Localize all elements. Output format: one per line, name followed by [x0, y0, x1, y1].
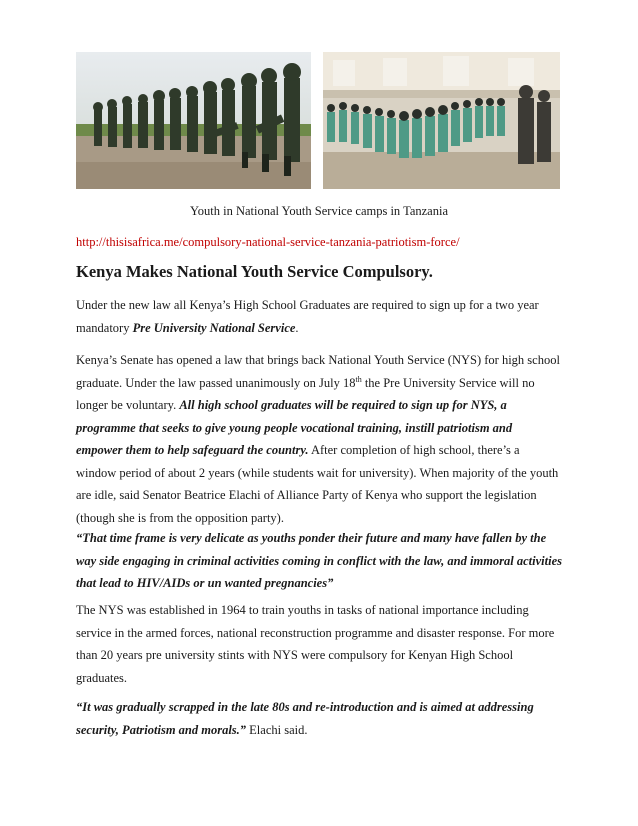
quote1-line-3: that lead to HIV/AIDs or un wanted pregnancies”	[76, 576, 334, 590]
senate-line-6: window period of about 2 years (while students wait for university). When majority of the youth	[76, 465, 559, 480]
quote2-line-1: “It was gradually scrapped in the late 80s and re-introduction and is aimed at addressing	[76, 700, 534, 714]
senate-line-8: (though she is from the opposition party).	[76, 510, 284, 525]
source-link[interactable]: http://thisisafrica.me/compulsory-national-service-tanzania-patriotism-force/	[76, 235, 460, 249]
senate-line-3	[76, 394, 566, 417]
history-line-2: service in the armed forces, national reconstruction programme and disaster response. For more	[76, 625, 555, 640]
senate-line-3-prefix: longer be voluntary.	[76, 398, 180, 412]
senate-line-1: Kenya’s Senate has opened a law that brings back National Youth Service (NYS) for high school	[76, 353, 560, 367]
intro-line-2	[76, 317, 566, 340]
article-headline: Kenya Makes National Youth Service Compulsory.	[76, 262, 433, 281]
intro-emphasis: Pre University National Service	[132, 320, 296, 335]
intro-line-1: Under the new law all Kenya’s High School Graduates are required to sign up for a two year	[76, 298, 539, 312]
history-line-1: The NYS was established in 1964 to train youths in tasks of national importance including	[76, 603, 529, 617]
youth-assembly-hall-photo	[323, 52, 560, 189]
intro-paragraph	[76, 294, 566, 339]
quote2-line-2	[76, 719, 566, 742]
photo-caption: Youth in National Youth Service camps in Tanzania	[189, 204, 448, 218]
senate-line-3-emphasis: All high school graduates will be required to sign up for NYS, a	[179, 398, 507, 412]
senate-line-2-prefix: graduate. Under the law passed unanimously on July 18	[76, 375, 356, 390]
quote2-attribution: Elachi said.	[246, 722, 308, 737]
history-line-3: than 20 years pre university stints with NYS were compulsory for Kenyan High School	[76, 648, 514, 662]
quote1-line-2: way side engaging in criminal activities coming in conflict with the law, and immoral activities	[76, 553, 563, 568]
senate-line-2-suffix: the Pre University Service will no	[361, 375, 535, 390]
senate-line-2	[76, 372, 566, 395]
ordinal-superscript: th	[355, 374, 362, 384]
intro-line-2-suffix: .	[295, 320, 299, 335]
elachi-quote-2	[76, 696, 566, 741]
senate-line-5-emphasis: empower them to help safeguard the country.	[76, 443, 309, 457]
senate-line-4-emphasis: programme that seeks to give young people vocational training, instill patriotism and	[76, 420, 513, 435]
history-line-4: graduates.	[76, 670, 128, 685]
history-paragraph	[76, 599, 566, 689]
youth-marching-photo	[76, 52, 311, 189]
quote1-line-1: “That time frame is very delicate as youths ponder their future and many have fallen by the	[76, 531, 547, 545]
senate-line-5	[76, 439, 566, 462]
senate-paragraph	[76, 349, 566, 529]
quote2-line-2-emphasis: security, Patriotism and morals.”	[76, 722, 247, 737]
elachi-quote-1	[76, 527, 566, 595]
senate-line-5-suffix: After completion of high school, there’s a	[308, 443, 520, 457]
senate-line-7: are idle, said Senator Beatrice Elachi of Alliance Party of Kenya who support the legislation	[76, 488, 537, 502]
intro-line-2-prefix: mandatory	[76, 320, 133, 335]
